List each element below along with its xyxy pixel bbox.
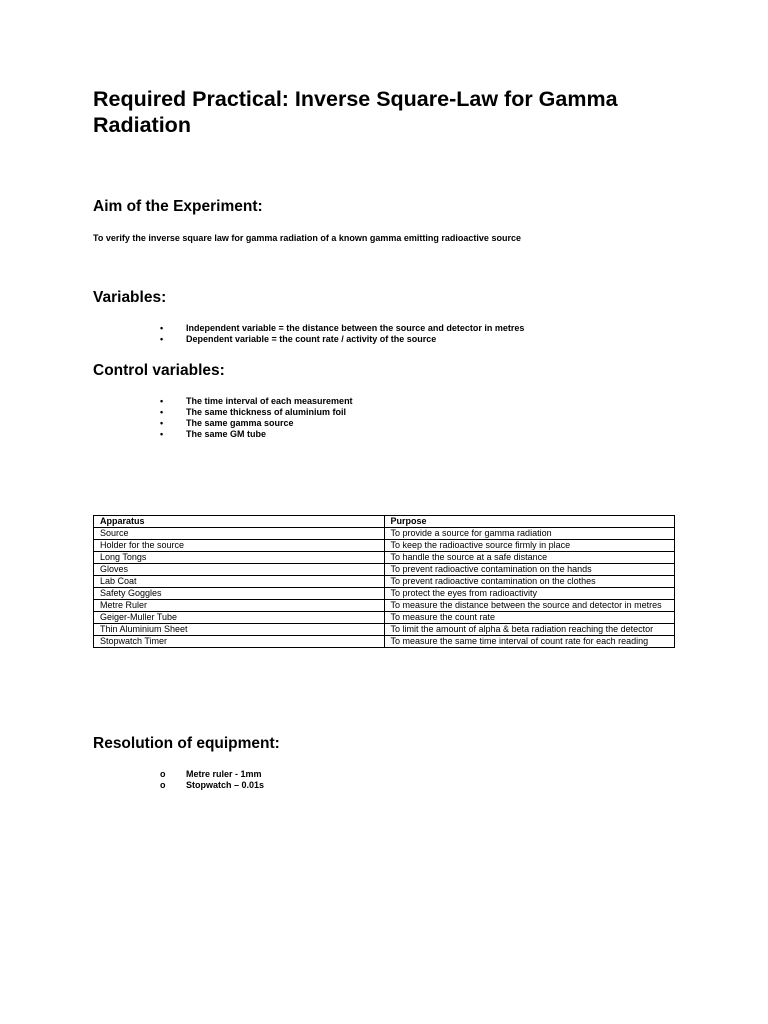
list-item bbox=[0, 323, 524, 334]
purpose-cell: To protect the eyes from radioactivity bbox=[384, 588, 675, 600]
table-row bbox=[94, 564, 675, 576]
variable-text: Dependent variable = the count rate / activity of the source bbox=[186, 334, 437, 344]
control-variables-list bbox=[0, 396, 353, 440]
list-item bbox=[0, 418, 353, 429]
table-row bbox=[94, 600, 675, 612]
aim-text: To verify the inverse square law for gamma radiation of a known gamma emitting radioactive source bbox=[93, 233, 521, 243]
page-title: Required Practical: Inverse Square-Law for Gamma Radiation bbox=[93, 87, 618, 137]
list-item bbox=[0, 769, 264, 780]
bullet-marker: • bbox=[160, 334, 164, 344]
control-text: The same gamma source bbox=[186, 418, 294, 428]
table-row bbox=[94, 576, 675, 588]
table-row bbox=[94, 552, 675, 564]
purpose-cell: To measure the count rate bbox=[384, 612, 675, 624]
apparatus-table bbox=[93, 515, 675, 648]
apparatus-column-header: Apparatus bbox=[94, 516, 385, 528]
list-item bbox=[0, 396, 353, 407]
bullet-marker: • bbox=[160, 396, 164, 406]
table-header-row bbox=[94, 516, 675, 528]
resolution-list bbox=[0, 769, 264, 791]
apparatus-cell: Gloves bbox=[94, 564, 385, 576]
apparatus-cell: Safety Goggles bbox=[94, 588, 385, 600]
purpose-cell: To prevent radioactive contamination on the clothes bbox=[384, 576, 675, 588]
resolution-text: Stopwatch – 0.01s bbox=[186, 780, 265, 790]
table-row bbox=[94, 528, 675, 540]
table-row bbox=[94, 588, 675, 600]
list-item bbox=[0, 429, 353, 440]
purpose-cell: To handle the source at a safe distance bbox=[384, 552, 675, 564]
bullet-marker: o bbox=[160, 780, 166, 790]
list-item bbox=[0, 780, 264, 791]
purpose-cell: To limit the amount of alpha & beta radiation reaching the detector bbox=[384, 624, 675, 636]
resolution-heading: Resolution of equipment: bbox=[93, 735, 280, 752]
purpose-cell: To keep the radioactive source firmly in place bbox=[384, 540, 675, 552]
resolution-text: Metre ruler - 1mm bbox=[186, 769, 262, 779]
bullet-marker: • bbox=[160, 407, 164, 417]
table-row bbox=[94, 612, 675, 624]
apparatus-cell: Lab Coat bbox=[94, 576, 385, 588]
apparatus-cell: Thin Aluminium Sheet bbox=[94, 624, 385, 636]
bullet-marker: • bbox=[160, 323, 164, 333]
purpose-cell: To provide a source for gamma radiation bbox=[384, 528, 675, 540]
purpose-cell: To measure the distance between the source and detector in metres bbox=[384, 600, 675, 612]
apparatus-cell: Geiger-Muller Tube bbox=[94, 612, 385, 624]
table-row bbox=[94, 624, 675, 636]
apparatus-cell: Holder for the source bbox=[94, 540, 385, 552]
variables-heading: Variables: bbox=[93, 289, 167, 306]
purpose-column-header: Purpose bbox=[384, 516, 675, 528]
bullet-marker: o bbox=[160, 769, 166, 779]
purpose-cell: To measure the same time interval of count rate for each reading bbox=[384, 636, 675, 648]
table-row bbox=[94, 540, 675, 552]
table-row bbox=[94, 636, 675, 648]
list-item bbox=[0, 407, 353, 418]
apparatus-cell: Stopwatch Timer bbox=[94, 636, 385, 648]
control-text: The time interval of each measurement bbox=[186, 396, 353, 406]
control-text: The same GM tube bbox=[186, 429, 267, 439]
apparatus-cell: Source bbox=[94, 528, 385, 540]
variable-text: Independent variable = the distance between the source and detector in metres bbox=[186, 323, 525, 333]
variables-list bbox=[0, 323, 524, 345]
apparatus-cell: Long Tongs bbox=[94, 552, 385, 564]
control-text: The same thickness of aluminium foil bbox=[186, 407, 347, 417]
purpose-cell: To prevent radioactive contamination on the hands bbox=[384, 564, 675, 576]
bullet-marker: • bbox=[160, 418, 164, 428]
list-item bbox=[0, 334, 524, 345]
apparatus-cell: Metre Ruler bbox=[94, 600, 385, 612]
bullet-marker: • bbox=[160, 429, 164, 439]
aim-heading: Aim of the Experiment: bbox=[93, 198, 263, 215]
control-variables-heading: Control variables: bbox=[93, 362, 225, 379]
